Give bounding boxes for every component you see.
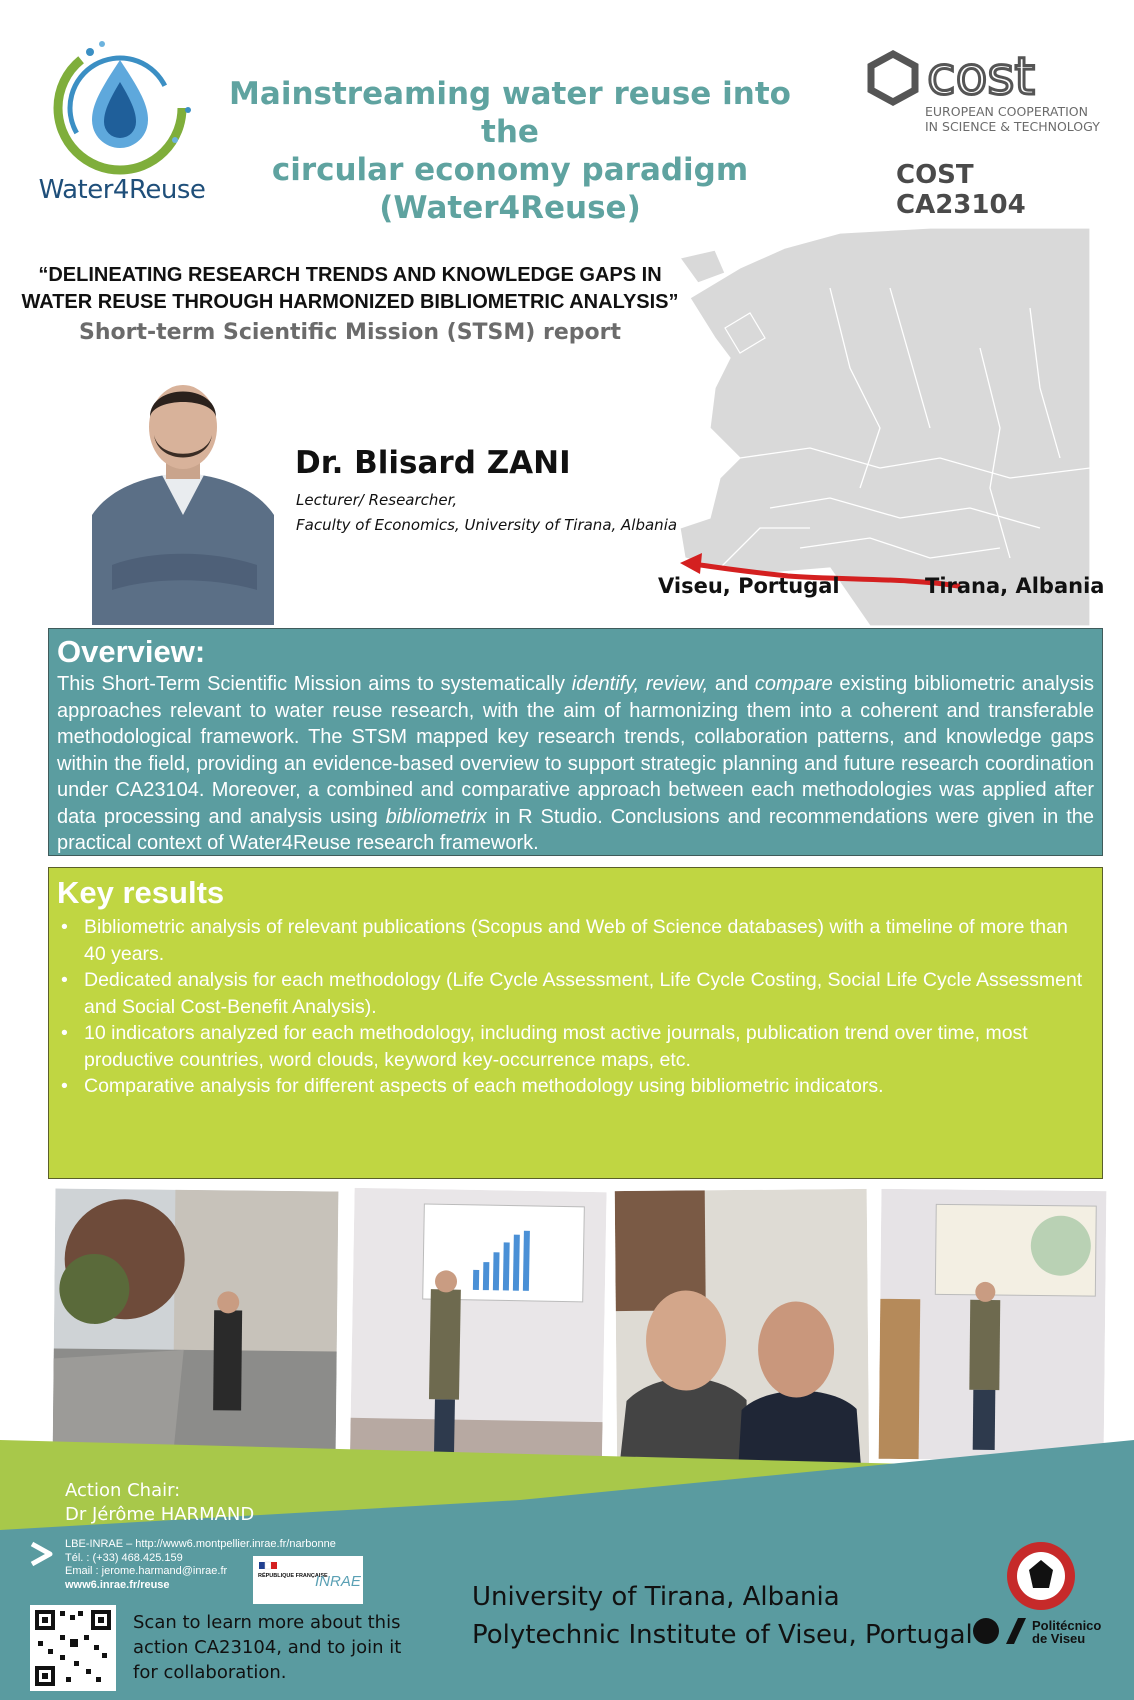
role-line: Lecturer/ Researcher, xyxy=(296,491,458,509)
water4reuse-logo-text: Water4Reuse xyxy=(38,175,206,205)
overview-run: This Short-Term Scientific Mission aims to systematically xyxy=(57,673,572,695)
overview-emphasis: bibliometrix xyxy=(385,805,487,828)
title-line: Mainstreaming water reuse into the xyxy=(229,76,791,150)
republique-francaise-text: RÉPUBLIQUE FRANÇAISE xyxy=(258,1573,328,1579)
researcher-name: Dr. Blisard ZANI xyxy=(295,445,571,481)
origin-label: Tirana, Albania xyxy=(925,574,1105,598)
report-title-line: WATER REUSE THROUGH HARMONIZED BIBLIOMETRIC ANALYSIS” xyxy=(21,291,679,313)
cost-sub-line: EUROPEAN COOPERATION xyxy=(925,104,1088,119)
overview-run: existing bibliometric analysis approaches relevant to water reuse research, with the aim of harmonizing them into a coherent and transferable methodological framework. The STSM mapped key research trends, collaboration patterns, and knowledge gaps within the field, providing an evidence-based overview to support strategic planning and future research coordination under CA23104. Moreover, a combined and comparative approach between each methodologies was applied after data processing and analysis using xyxy=(57,673,1095,828)
key-result-item: • Dedicated analysis for each methodology (Life Cycle Assessment, Life Cycle Costing, Social Life Cycle Assessment and Social Cost-Benefit Analysis). xyxy=(57,967,1094,1020)
title-line: circular economy paradigm xyxy=(271,152,749,188)
contact-website[interactable]: LBE-INRAE – http://www6.montpellier.inrae.fr/narbonne xyxy=(65,1538,336,1550)
cost-sub-line: IN SCIENCE & TECHNOLOGY xyxy=(925,119,1100,134)
report-title xyxy=(10,262,690,316)
destination-label: Viseu, Portugal xyxy=(658,574,840,598)
overview-run: and xyxy=(708,673,755,695)
key-results-heading: Key results xyxy=(57,875,225,910)
cost-action-code: COST CA23104 xyxy=(896,160,1026,220)
politecnico-viseu-text xyxy=(1032,1619,1101,1645)
inrae-logo xyxy=(253,1556,363,1604)
key-results-section xyxy=(48,867,1103,1179)
institution-line: University of Tirana, Albania xyxy=(472,1582,840,1612)
role-line: Faculty of Economics, University of Tirana, Albania xyxy=(296,516,678,534)
overview-heading: Overview: xyxy=(57,634,206,669)
overview-text xyxy=(57,671,1094,857)
europe-map xyxy=(680,228,1090,626)
action-chair-name: Dr Jérôme HARMAND xyxy=(65,1504,255,1525)
chevron-right-icon xyxy=(28,1538,60,1570)
ipv-line: de Viseu xyxy=(1032,1631,1086,1646)
ipv-line: Politécnico xyxy=(1032,1618,1102,1633)
overview-emphasis: identify, review, xyxy=(571,673,709,695)
qr-code[interactable] xyxy=(30,1605,116,1691)
report-title-line: “DELINEATING RESEARCH TRENDS AND KNOWLEDGE GAPS IN xyxy=(38,264,662,286)
university-of-tirana-logo xyxy=(1005,1540,1077,1612)
overview-section xyxy=(48,628,1103,856)
key-result-item: • 10 indicators analyzed for each methodology, including most active journals, publication trend over time, most productive countries, word clouds, keyword key-occurrence maps, etc. xyxy=(57,1020,1094,1073)
key-results-list xyxy=(57,914,1094,1100)
report-subtitle: Short-term Scientific Mission (STSM) report xyxy=(78,320,622,345)
overview-run: in R Studio. Conclusions and recommendations were given in the practical context of Water4Reuse research framework. xyxy=(57,805,1094,854)
title-line: (Water4Reuse) xyxy=(379,190,641,226)
poster-title xyxy=(225,75,795,227)
inrae-text: INRAE xyxy=(315,1573,361,1590)
key-result-item: • Comparative analysis for different aspects of each methodology using bibliometric indicators. xyxy=(57,1073,1094,1100)
key-result-item: • Bibliometric analysis of relevant publications (Scopus and Web of Science databases) with a timeline of more than 40 years. xyxy=(57,914,1094,967)
action-chair-label: Action Chair: xyxy=(65,1480,181,1501)
cost-subtitle xyxy=(925,104,1100,134)
researcher-portrait xyxy=(92,365,274,625)
researcher-affiliation xyxy=(296,488,716,538)
host-institutions xyxy=(472,1578,982,1654)
scan-instructions: Scan to learn more about this action CA23104, and to join it for collaboration. xyxy=(133,1612,402,1683)
overview-emphasis: compare xyxy=(754,673,833,695)
cost-logo-text: cost xyxy=(927,50,1035,107)
contact-phone: Tél. : (+33) 468.425.159 xyxy=(65,1551,183,1564)
cost-logo xyxy=(865,50,1105,110)
institution-line: Polytechnic Institute of Viseu, Portugal xyxy=(472,1620,973,1650)
contact-link[interactable]: www6.inrae.fr/reuse xyxy=(65,1578,170,1591)
contact-email[interactable]: Email : jerome.harmand@inrae.fr xyxy=(65,1565,228,1577)
